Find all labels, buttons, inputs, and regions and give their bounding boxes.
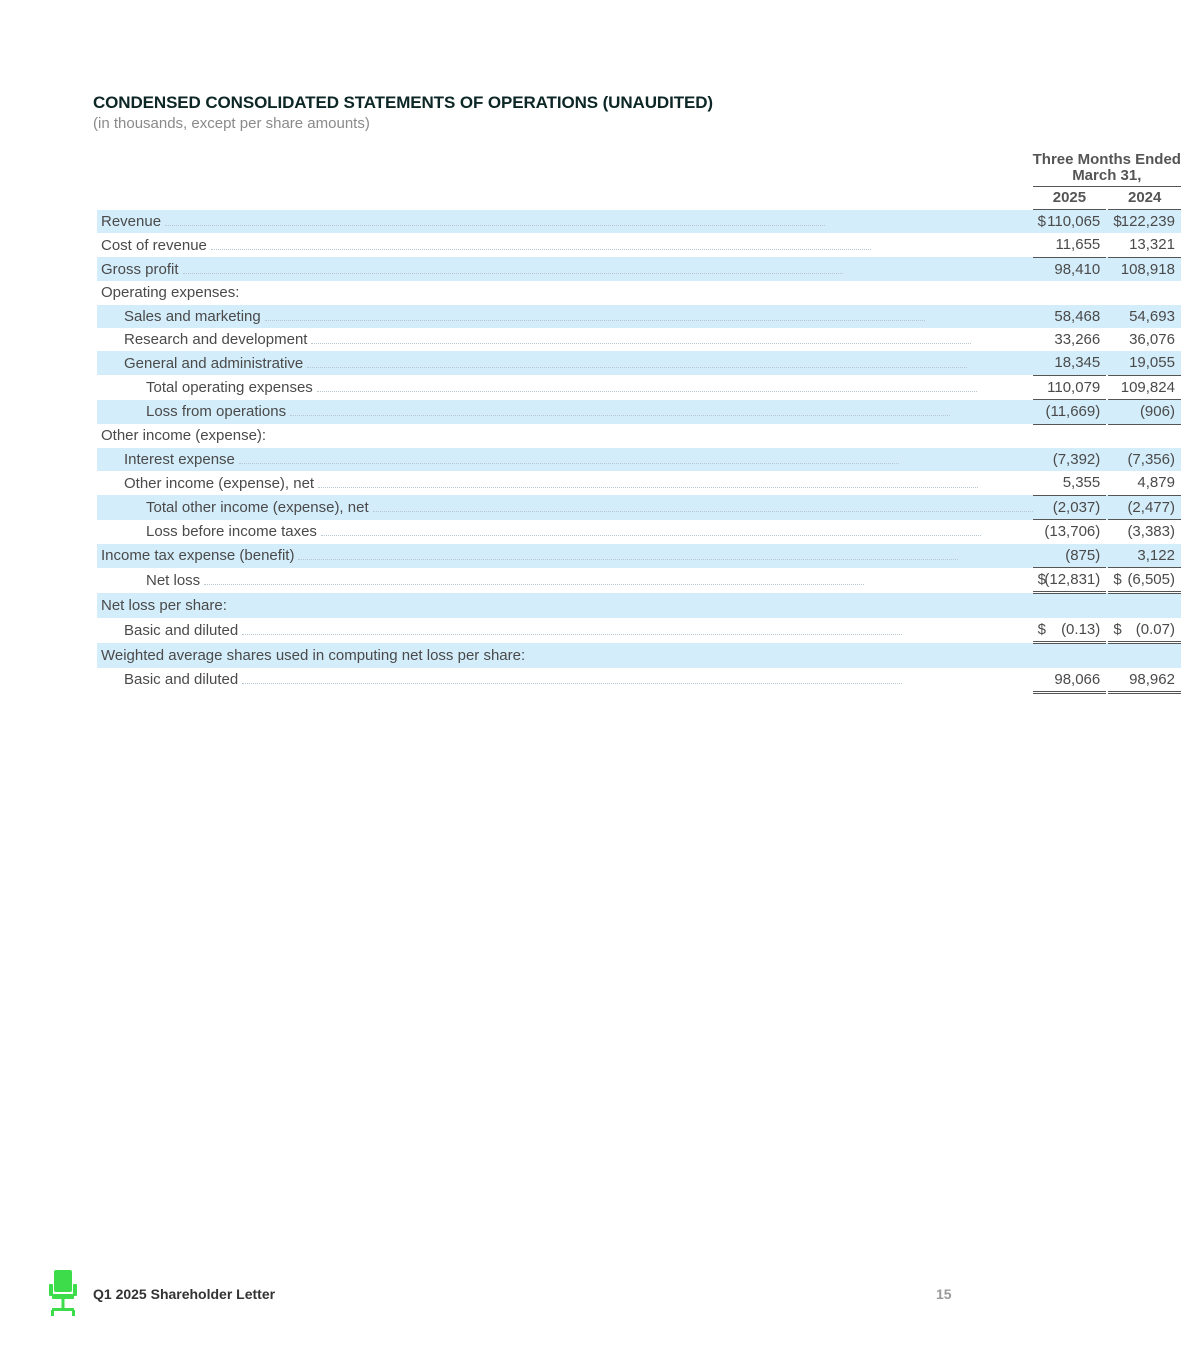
table-row: Basic and diluted 98,066 98,962 [97, 668, 1181, 693]
table-row: Operating expenses: [101, 284, 240, 302]
page-title: CONDENSED CONSOLIDATED STATEMENTS OF OPERATIONS (UNAUDITED) [93, 93, 713, 112]
table-row: Revenue $ 110,065 $ 122,239 [97, 210, 1181, 234]
table-row: Other income (expense), net 5,355 4,879 [124, 474, 1175, 492]
table-row: Research and development 33,266 36,076 [124, 331, 1175, 349]
year-header-2024: 2024 [1108, 187, 1181, 210]
table-row: Loss from operations (11,669) (906) [97, 400, 1181, 424]
table-row: Basic and diluted $ (0.13) $ (0.07) [97, 618, 1181, 643]
table-row: Sales and marketing 58,468 54,693 [97, 305, 1181, 328]
year-header-2025: 2025 [1033, 187, 1107, 210]
table-row: Gross profit 98,410 108,918 [97, 257, 1181, 281]
table-row: General and administrative 18,345 19,055 [97, 351, 1181, 375]
table-row: Net loss per share: [97, 593, 1181, 618]
green-chair-icon [48, 1268, 78, 1318]
page-subtitle: (in thousands, except per share amounts) [93, 115, 370, 132]
table-row: Interest expense (7,392) (7,356) [97, 448, 1181, 471]
footer-title: Q1 2025 Shareholder Letter [93, 1286, 276, 1302]
statements-of-operations-table [97, 152, 1181, 694]
period-header: Three Months Ended March 31, [1033, 152, 1181, 187]
table-row: Total other income (expense), net (2,037) (2,477) [97, 495, 1181, 519]
table-row: Net loss $ (12,831) $ (6,505) [97, 568, 1181, 593]
table-row: Weighted average shares used in computing net loss per share: [97, 643, 1181, 668]
table-row: Income tax expense (benefit) (875) 3,122 [97, 544, 1181, 568]
table-row: Cost of revenue 11,655 13,321 [101, 236, 1175, 254]
table-row: Total operating expenses 110,079 109,824 [97, 375, 1181, 399]
table-row: Other income (expense): [101, 427, 267, 445]
table-row: Loss before income taxes (13,706) (3,383) [97, 520, 1181, 544]
page-number: 15 [936, 1286, 952, 1302]
